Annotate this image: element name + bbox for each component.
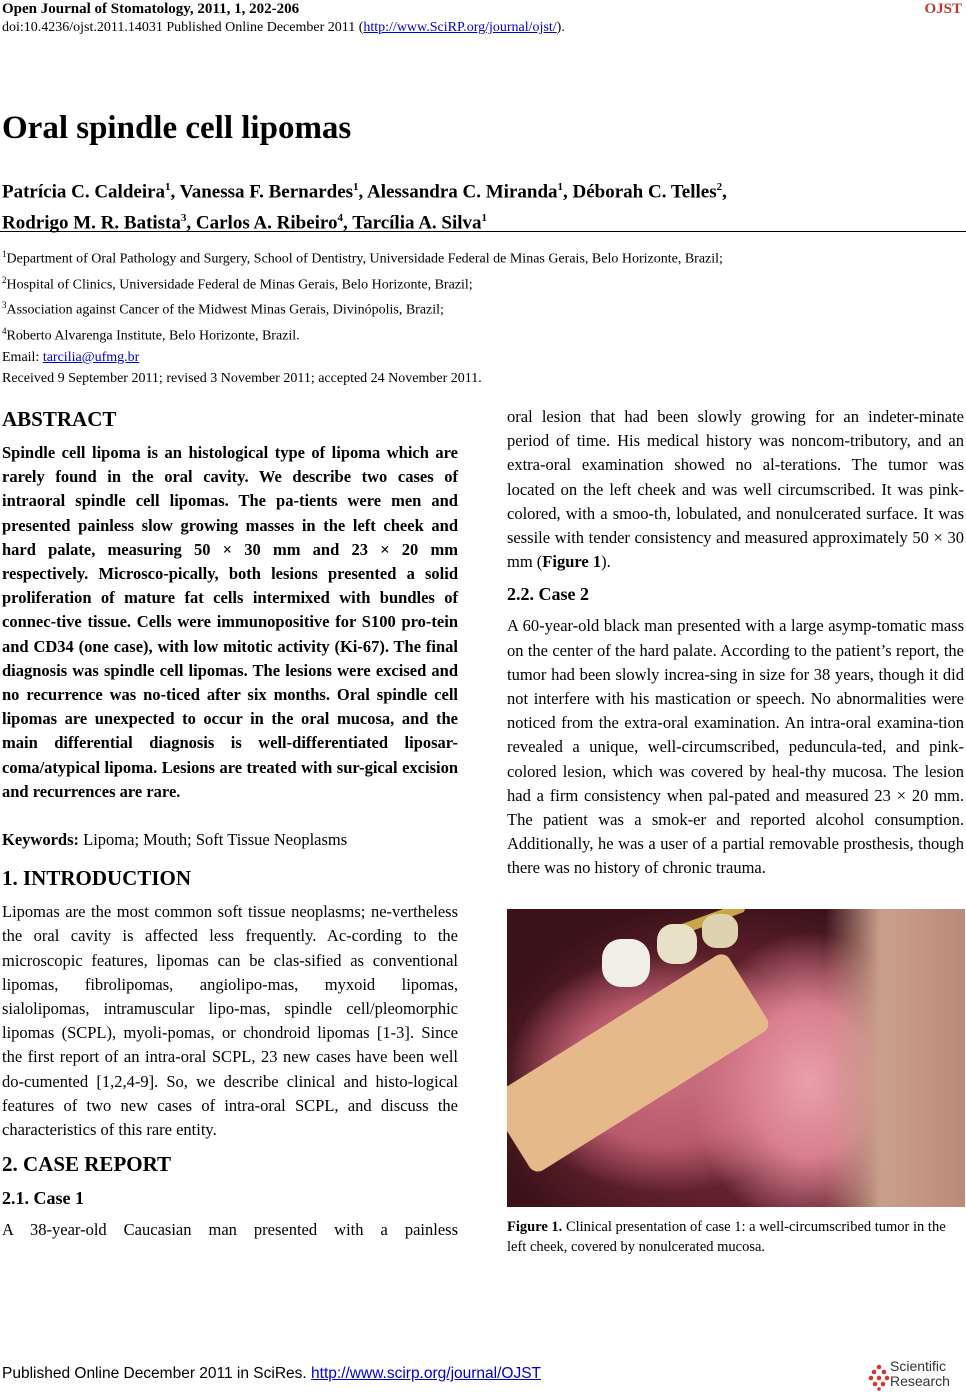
- case1-text-cont: [507, 405, 964, 574]
- author-affil-mark: 1: [353, 181, 359, 193]
- keywords-label: Keywords:: [2, 830, 79, 850]
- affil-text: Department of Oral Pathology and Surgery, School of Dentistry, Universidade Federal de Minas Gerais, Belo Horizonte, Brazil;: [6, 251, 723, 267]
- affiliation: [2, 321, 962, 347]
- affil-text: Hospital of Clinics, Universidade Federal de Minas Gerais, Belo Horizonte, Brazil;: [6, 277, 473, 293]
- affiliation: [2, 295, 962, 321]
- doi-suffix: ).: [556, 20, 565, 35]
- abstract-heading: ABSTRACT: [2, 407, 117, 431]
- case1-text-end: ).: [601, 552, 611, 572]
- affiliation: [2, 244, 962, 270]
- right-column: [507, 405, 964, 1257]
- email-label: Email:: [2, 349, 43, 365]
- author-sep: ,: [343, 212, 353, 234]
- author-name: Alessandra C. Miranda: [366, 181, 558, 203]
- author-affil-mark: 2: [716, 181, 723, 193]
- author-affil-mark: 4: [337, 212, 344, 225]
- author-name: Tarcília A. Silva: [352, 212, 482, 234]
- author-name: Carlos A. Ribeiro: [195, 212, 338, 234]
- doi-line: [2, 19, 565, 37]
- footer-journal-link[interactable]: http://www.scirp.org/journal/OJST: [311, 1365, 542, 1382]
- logo-text: [890, 1359, 950, 1389]
- scientific-research-logo: [868, 1359, 962, 1393]
- author-affil-mark: 3: [180, 212, 187, 225]
- case-report-heading: 2. CASE REPORT: [2, 1152, 172, 1177]
- author-affil-mark: 1: [557, 181, 564, 193]
- abstract-text: Spindle cell lipoma is an histological type of lipoma which are rarely found in the oral cavity. We describe two cases of intraoral spindle cell lipomas. The pa-tients were men and presented painless slow growing masses in the left cheek and hard palate, measuring 50 × 30 mm and 23 × 20 mm respectively. Microsco-pically, both lesions presented a solid proliferation of mature fat cells intermixed with bundles of connec-tive tissue. Cells were immunopositive for S100 pro-tein and CD34 (one case), with low mitotic activity (Ki-67). The final diagnosis was spindle cell lipomas. The lesions were excised and no recurrence was no-ticed after six months. Oral spindle cell lipomas are unexpected to occur in the oral mucosa, and the main differential diagnosis is well-differentiated liposar-coma/atypical lipoma. Lesions are treated with sur-gical excision and recurrences are rare.: [2, 443, 458, 801]
- author-affil-mark: 1: [165, 181, 171, 193]
- journal-name: Open Journal of Stomatology, 2011, 1, 202-206: [2, 1, 300, 17]
- author-list: [2, 174, 952, 237]
- case1-text-start: A 38-year-old Caucasian man presented with a painless: [2, 1220, 458, 1240]
- cheek-skin: [825, 909, 965, 1207]
- affiliation: [2, 270, 962, 296]
- affiliations: [2, 244, 962, 368]
- keywords-text: Lipoma; Mouth; Soft Tissue Neoplasms: [79, 830, 348, 850]
- intro-heading: 1. INTRODUCTION: [2, 866, 192, 891]
- journal-url-link[interactable]: http://www.SciRP.org/journal/ojst/: [363, 20, 557, 35]
- author-name: Rodrigo M. R. Batista: [2, 212, 181, 234]
- author-sep: ,: [186, 212, 196, 234]
- case1-text: oral lesion that had been slowly growing for an indeter-minate period of time. His medical history was noncom-tributory, and an extra-oral examination showed no al-terations. The tumor was located on the left cheek and was well circumscribed. It was pink-colored, with a smoo-th, lobulated, and nonulcerated surface. It was sessile with tender consistency and measured approximately 50 × 30 mm (: [507, 407, 964, 572]
- doi-prefix: doi:10.4236/ojst.2011.14031 Published Online December 2011 (: [2, 20, 364, 35]
- affil-mark: 1: [2, 249, 7, 259]
- paper-title: Oral spindle cell lipomas: [2, 110, 352, 146]
- figure1-photo: [507, 909, 965, 1207]
- figure1-caption-text: Clinical presentation of case 1: a well-circumscribed tumor in the left cheek, covered by nonulcerated mucosa.: [507, 1218, 946, 1255]
- author-sep: ,: [170, 181, 180, 203]
- footer: [2, 1364, 541, 1384]
- author-sep: ,: [358, 181, 367, 203]
- left-column: [2, 405, 458, 1242]
- tooth: [657, 924, 697, 964]
- affil-mark: 4: [2, 325, 7, 336]
- logo-line1: Scientific: [890, 1358, 947, 1374]
- author-sep: ,: [722, 181, 727, 203]
- logo-mark-icon: [868, 1363, 890, 1391]
- author-affil-mark: 1: [481, 212, 488, 225]
- journal-abbr: OJST: [924, 1, 962, 17]
- footer-text: Published Online December 2011 in SciRes.: [2, 1365, 312, 1382]
- case2-heading: 2.2. Case 2: [507, 584, 589, 605]
- figure1-ref: Figure 1: [542, 552, 602, 572]
- logo-line2: Research: [890, 1373, 950, 1389]
- affil-mark: 2: [2, 274, 7, 285]
- case2-text: A 60-year-old black man presented with a large asymp-tomatic mass on the center of the hard palate. According to the patient’s report, the tumor had been slowly increa-sing in size for 38 years, though it did not interfere with his mastication or speech. No abnormalities were noticed from the extra-oral examination. An intra-oral examina-tion revealed a unique, well-circumscribed, peduncula-ted, and pink-colored lesion, which was covered by heal-thy mucosa. The lesion had a firm consistency when pal-pated and measured 23 × 20 mm. The patient was a smok-er and reported alcohol consumption. Additionally, he was a user of a partial removable prosthesis, though there was no history of chronic trauma.: [507, 616, 964, 878]
- author-name: Déborah C. Telles: [572, 181, 717, 203]
- affil-text: Roberto Alvarenga Institute, Belo Horizonte, Brazil.: [6, 328, 300, 344]
- figure1-caption: [507, 1217, 964, 1257]
- author-name: Vanessa F. Bernardes: [179, 181, 354, 203]
- received-dates: Received 9 September 2011; revised 3 November 2011; accepted 24 November 2011.: [2, 371, 482, 386]
- email-line: [2, 347, 962, 368]
- affil-text: Association against Cancer of the Midwest Minas Gerais, Divinópolis, Brazil;: [6, 302, 444, 318]
- figure1-label: Figure 1.: [507, 1218, 563, 1235]
- intro-text: Lipomas are the most common soft tissue neoplasms; ne-vertheless the oral cavity is affected less frequently. Ac-cording to the microscopic features, lipomas can be clas-sified as conventional lipomas, fibrolipomas, angiolipo-mas, myxoid lipomas, sialolipomas, intramuscular lipo-mas, spindle cell/pleomorphic lipomas (SCPL), myoli-pomas, or chondroid lipomas [1-3]. Since the first report of an intra-oral SCPL, 23 new cases have been well do-cumented [1,2,4-9]. So, we describe clinical and histo-logical features of two new cases of intra-oral SCPL, and discuss the characteristics of this rare entity.: [2, 902, 458, 1140]
- title-divider: [0, 231, 966, 232]
- case1-heading: 2.1. Case 1: [2, 1188, 84, 1209]
- tooth: [702, 914, 738, 948]
- author-name: Patrícia C. Caldeira: [2, 181, 166, 203]
- author-sep: ,: [563, 181, 573, 203]
- affil-mark: 3: [2, 300, 7, 311]
- tooth: [602, 939, 650, 987]
- email-link[interactable]: tarcilia@ufmg.br: [42, 349, 140, 365]
- keywords: [2, 828, 458, 852]
